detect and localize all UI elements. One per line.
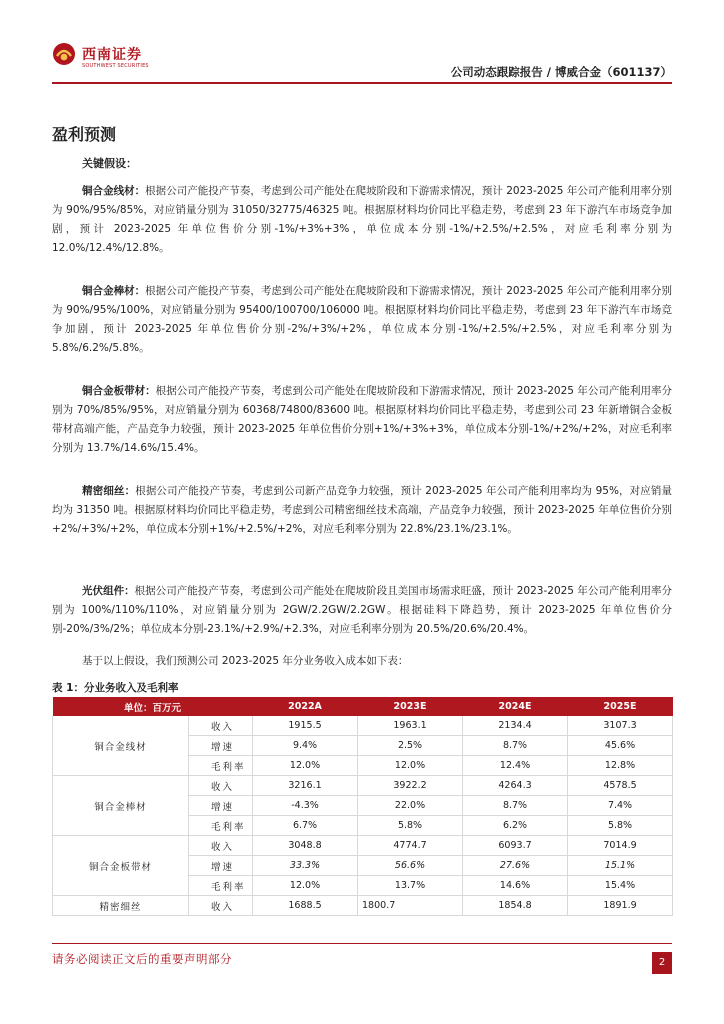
paragraph-rod <box>52 282 672 358</box>
table-cell: 56.6% <box>358 856 463 876</box>
report-title: 公司动态跟踪报告 / 博威合金（601137） <box>450 65 672 79</box>
header-divider <box>52 82 672 84</box>
metric-name: 增速 <box>189 856 253 876</box>
metric-name: 收入 <box>189 716 253 736</box>
section-title: 盈利预测 <box>52 125 117 144</box>
revenue-margin-table <box>52 697 672 916</box>
table-header-unit: 单位：百万元 <box>53 697 253 716</box>
paragraph-lead: 光伏组件： <box>82 585 135 597</box>
segment-name: 铜合金棒材 <box>53 776 189 836</box>
disclaimer-note: 请务必阅读正文后的重要声明部分 <box>52 952 232 966</box>
paragraph-text: 基于以上假设，我们预测公司 2023-2025 年分业务收入成本如下表： <box>82 655 409 667</box>
key-assumptions-title: 关键假设： <box>82 157 137 170</box>
paragraph-lead: 精密细丝： <box>82 485 136 497</box>
table-cell: 33.3% <box>253 856 358 876</box>
table-cell: 14.6% <box>463 876 568 896</box>
page-number: 2 <box>652 952 672 974</box>
footer-divider <box>52 943 672 944</box>
table-cell: 4264.3 <box>463 776 568 796</box>
page-header <box>0 0 724 84</box>
segment-name: 铜合金板带材 <box>53 836 189 896</box>
paragraph-pv-module <box>52 582 672 639</box>
table-cell: 8.7% <box>463 736 568 756</box>
table-cell: 12.0% <box>253 756 358 776</box>
table-header-row <box>53 697 673 716</box>
paragraph-summary <box>52 652 672 671</box>
table-cell: 4774.7 <box>358 836 463 856</box>
table-header-year: 2023E <box>358 697 463 716</box>
segment-name: 精密细丝 <box>53 896 189 916</box>
paragraph-text: 根据公司产能投产节奏，考虑到公司产能处在爬坡阶段和下游需求情况，预计 2023-2025 年公司产能利用率分别为 90%/95%/85%，对应销量分别为 31050/32775/46325 吨。根据原材料均价同比平稳走势，考虑到 23 年下游汽车市场竞争加剧，预计 2023-2025 年单位售价分别-1%/+3%+3%，单位成本分别-1%/+2.5%/+2.5%，对应毛利率分别为 12.0%/12.4%/12.8%。 <box>52 185 673 254</box>
metric-name: 收入 <box>189 776 253 796</box>
metric-name: 增速 <box>189 796 253 816</box>
table-cell: 1854.8 <box>463 896 568 916</box>
brand-logo-icon <box>52 42 76 66</box>
table-cell: 22.0% <box>358 796 463 816</box>
table-cell: 3107.3 <box>568 716 673 736</box>
table-row <box>53 776 673 796</box>
table-header-year: 2025E <box>568 697 673 716</box>
table-cell: 9.4% <box>253 736 358 756</box>
table-row <box>53 716 673 736</box>
table-cell: 13.7% <box>358 876 463 896</box>
paragraph-lead: 铜合金棒材： <box>82 285 146 297</box>
paragraph-text: 根据公司产能投产节奏，考虑到公司产能处在爬坡阶段且美国市场需求旺盛，预计 2023-2025 年公司产能利用率分别为 100%/110%/110%，对应销量分别为 2GW/2.2GW/2.2GW。根据硅料下降趋势，预计 2023-2025 年单位售价分别-20%/3%/2%；单位成本分别-23.1%/+2.9%/+2.3%，对应毛利率分别为 20.5%/20.6%/20.4%。 <box>52 585 673 635</box>
paragraph-lead: 铜合金板带材： <box>82 385 156 397</box>
table-row <box>53 896 673 916</box>
table-cell: 2.5% <box>358 736 463 756</box>
metric-name: 收入 <box>189 896 253 916</box>
table-cell: 15.4% <box>568 876 673 896</box>
table-cell: 5.8% <box>358 816 463 836</box>
table-row <box>53 836 673 856</box>
brand-name-en: SOUTHWEST SECURITIES <box>82 63 149 69</box>
table-cell: 27.6% <box>463 856 568 876</box>
table-cell: 45.6% <box>568 736 673 756</box>
metric-name: 收入 <box>189 836 253 856</box>
table-cell: 6.2% <box>463 816 568 836</box>
metric-name: 毛利率 <box>189 816 253 836</box>
paragraph-fine-wire <box>52 482 672 539</box>
paragraph-strip <box>52 382 672 458</box>
brand-logo <box>52 42 162 78</box>
metric-name: 毛利率 <box>189 756 253 776</box>
metric-name: 毛利率 <box>189 876 253 896</box>
table-cell: 3048.8 <box>253 836 358 856</box>
table-cell: 8.7% <box>463 796 568 816</box>
table-header-year: 2024E <box>463 697 568 716</box>
paragraph-text: 根据公司产能投产节奏，考虑到公司新产品竞争力较强，预计 2023-2025 年公司产能利用率均为 95%，对应销量均为 31350 吨。根据原材料均价同比平稳走势，考虑到公司精密细丝技术高端，产品竞争力较强，预计 2023-2025 年单位售价分别+2%/+3%/+2%，单位成本分别+1%/+2.5%/+2%，对应毛利率分别为 22.8%/23.1%/23.1%。 <box>52 485 672 535</box>
brand-name: 西南证券 <box>82 47 142 63</box>
metric-name: 增速 <box>189 736 253 756</box>
paragraph-text: 根据公司产能投产节奏，考虑到公司产能处在爬坡阶段和下游需求情况，预计 2023-2025 年公司产能利用率分别为 90%/95%/100%，对应销量分别为 95400/100700/106000 吨。根据原材料均价同比平稳走势，考虑到 23 年下游汽车市场竞争加剧，预计 2023-2025 年单位售价分别-2%/+3%/+2%，单位成本分别-1%/+2.5%/+2.5%，对应毛利率分别为 5.8%/6.2%/5.8%。 <box>52 285 673 354</box>
table-cell: 6093.7 <box>463 836 568 856</box>
table-cell: 7.4% <box>568 796 673 816</box>
table-cell: 1963.1 <box>358 716 463 736</box>
table-cell: 6.7% <box>253 816 358 836</box>
table-cell: 12.0% <box>358 756 463 776</box>
table-cell: 3216.1 <box>253 776 358 796</box>
table-cell: -4.3% <box>253 796 358 816</box>
table-cell: 2134.4 <box>463 716 568 736</box>
paragraph-text: 根据公司产能投产节奏，考虑到公司产能处在爬坡阶段和下游需求情况，预计 2023-2025 年公司产能利用率分别为 70%/85%/95%，对应销量分别为 60368/74800/83600 吨。根据原材料均价同比平稳走势，考虑到公司 23 年新增铜合金板带材高端产能，产品竞争力较强，预计 2023-2025 年单位售价分别+1%/+3%+3%，单位成本分别-1%/+2%/+2%，对应毛利率分别为 13.7%/14.6%/15.4%。 <box>52 385 673 454</box>
table-cell: 1891.9 <box>568 896 673 916</box>
table-cell: 1688.5 <box>253 896 358 916</box>
table-cell: 12.0% <box>253 876 358 896</box>
segment-name: 铜合金线材 <box>53 716 189 776</box>
table-cell: 4578.5 <box>568 776 673 796</box>
paragraph-lead: 铜合金线材： <box>82 185 146 197</box>
table-header-year: 2022A <box>253 697 358 716</box>
table-cell: 3922.2 <box>358 776 463 796</box>
table-caption: 表 1：分业务收入及毛利率 <box>52 682 179 694</box>
table-cell: 1915.5 <box>253 716 358 736</box>
table-cell: 1800.7 <box>358 896 463 916</box>
table-cell: 12.4% <box>463 756 568 776</box>
table-cell: 15.1% <box>568 856 673 876</box>
table-cell: 12.8% <box>568 756 673 776</box>
table-cell: 5.8% <box>568 816 673 836</box>
table-cell: 7014.9 <box>568 836 673 856</box>
paragraph-wire <box>52 182 672 258</box>
